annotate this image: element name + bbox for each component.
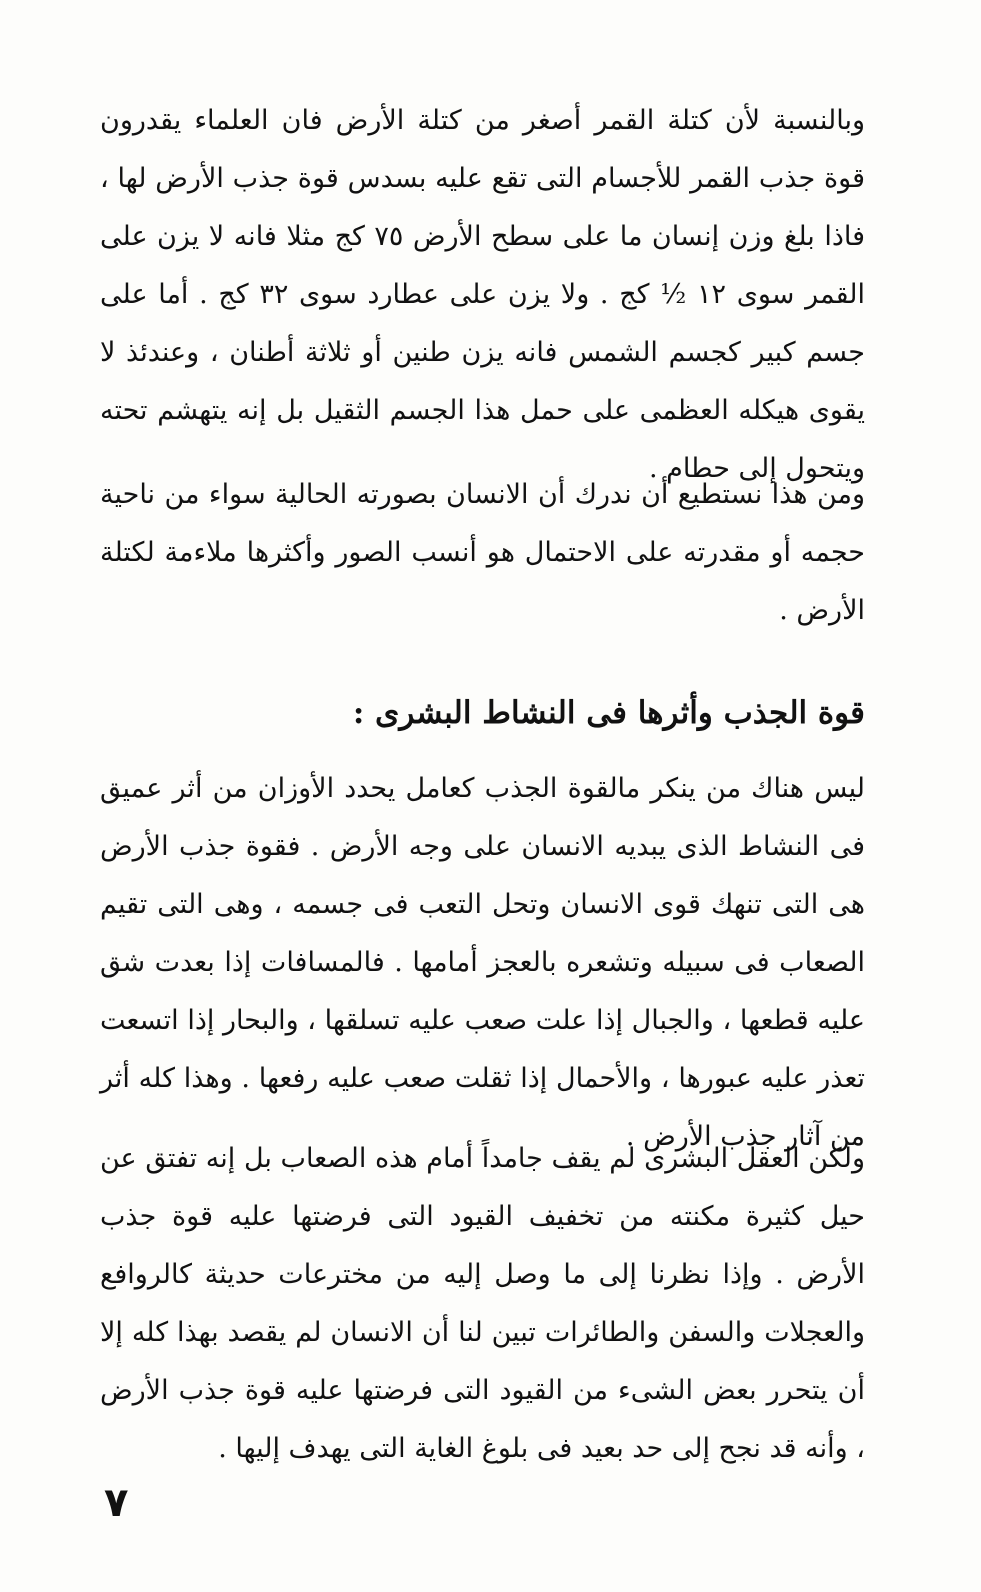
section-heading: قوة الجذب وأثرها فى النشاط البشرى : — [352, 695, 865, 731]
paragraph-human-form: ومن هذا نستطيع أن ندرك أن الانسان بصورته الحالية سواء من ناحية حجمه أو مقدرته على الاحتمال هو أنسب الصور وأكثرها ملاءمة لكتلة الأرض . — [100, 479, 865, 626]
paragraph-human-inventions: ولكن العقل البشرى لم يقف جامداً أمام هذه الصعاب بل إنه تفتق عن حيل كثيرة مكنته من تخفيف القيود التى فرضتها عليه قوة جذب الأرض . وإذا نظرنا إلى ما وصل إليه من مخترعات حديثة كالروافع والعجلات والسفن والطائرات تبين لنا أن الانسان لم يقصد بهذا كله إلا أن يتحرر بعض الشىء من القيود التى فرضتها عليه قوة جذب الأرض ، وأنه قد نجح إلى حد بعيد فى بلوغ الغاية التى يهدف إليها . — [100, 1143, 865, 1464]
paragraph-gravity-effects: ليس هناك من ينكر مالقوة الجذب كعامل يحدد الأوزان من أثر عميق فى النشاط الذى يبديه الانسان على وجه الأرض . فقوة جذب الأرض هى التى تنهك قوى الانسان وتحل التعب فى جسمه ، وهى التى تقيم الصعاب فى سبيله وتشعره بالعجز أمامها . فالمسافات إذا بعدت شق عليه قطعها ، والجبال إذا علت صعب عليه تسلقها ، والبحار إذا اتسعت تعذر عليه عبورها ، والأحمال إذا ثقلت صعب عليه رفعها . وهذا كله أثر من آثار جذب الأرض . — [100, 773, 865, 1152]
paragraph-moon-gravity: وبالنسبة لأن كتلة القمر أصغر من كتلة الأرض فان العلماء يقدرون قوة جذب القمر للأجسام التى تقع عليه بسدس قوة جذب الأرض لها ، فاذا بلغ وزن إنسان ما على سطح الأرض ٧٥ كج مثلا فانه لا يزن على القمر سوى ١٢ ½ كج . ولا يزن على عطارد سوى ٣٢ كج . أما على جسم كبير كجسم الشمس فانه يزن طنين أو ثلاثة أطنان ، وعندئذ لا يقوى هيكله العظمى على حمل هذا الجسم الثقيل بل إنه يتهشم تحته ويتحول إلى حطام . — [100, 105, 865, 484]
page-number: ٧ — [104, 1480, 129, 1526]
